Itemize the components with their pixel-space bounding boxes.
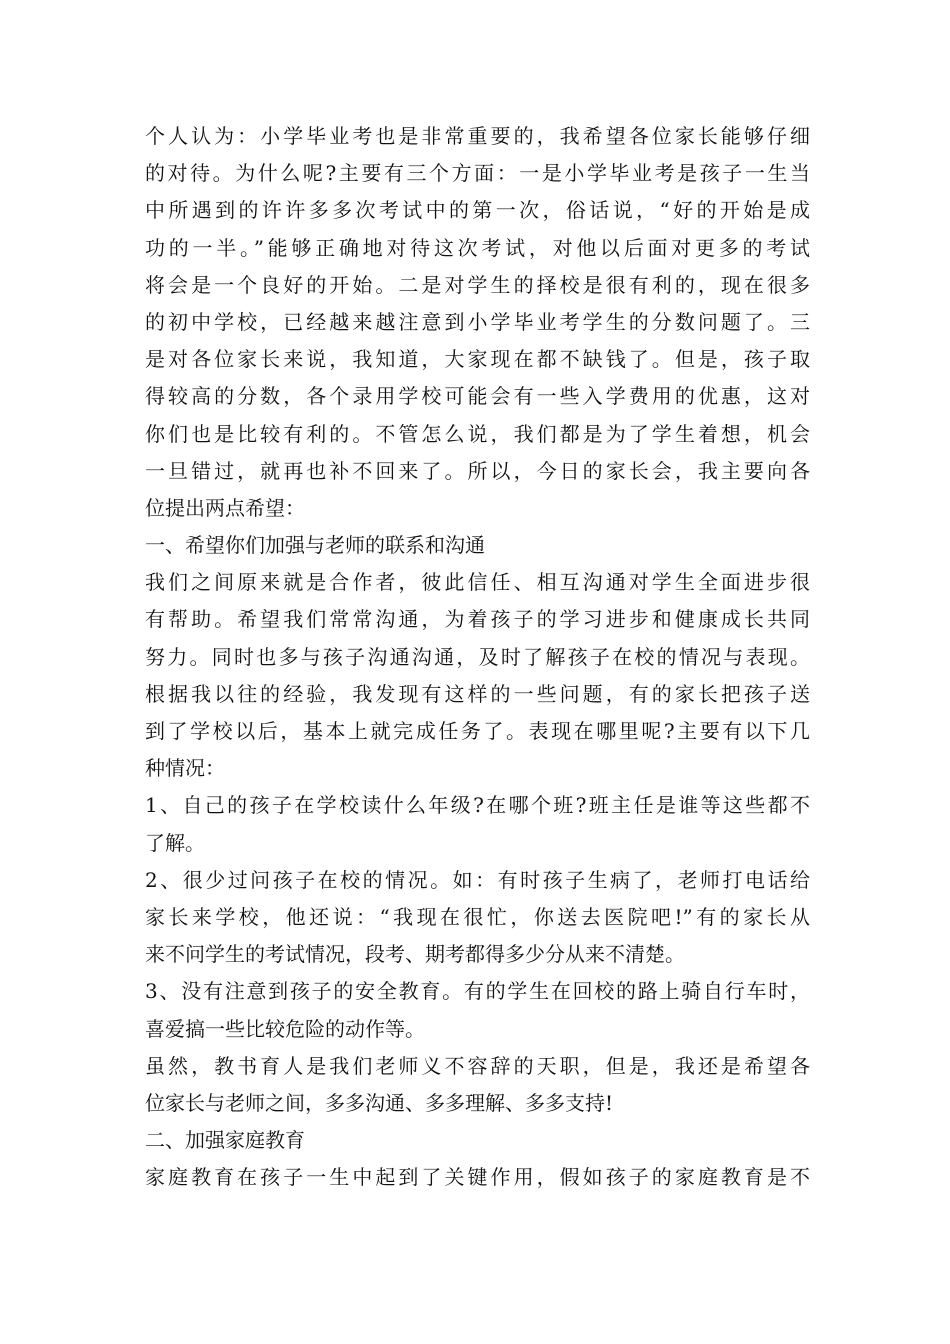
text-line: 3、没有注意到孩子的安全教育。有的学生在回校的路上骑自行车时， bbox=[145, 979, 810, 1004]
text-line: 有帮助。希望我们常常沟通，为着孩子的学习进步和健康成长共同 bbox=[145, 607, 810, 632]
text-line: 虽然，教书育人是我们老师义不容辞的天职，但是，我还是希望各 bbox=[145, 1053, 810, 1078]
text-line: 位提出两点希望： bbox=[145, 495, 305, 520]
text-line: 了解。 bbox=[145, 830, 205, 855]
text-line: 个人认为：小学毕业考也是非常重要的，我希望各位家长能够仔细 bbox=[145, 124, 810, 148]
document-body bbox=[145, 118, 810, 1196]
text-line: 位家长与老师之间，多多沟通、多多理解、多多支持! bbox=[145, 1090, 614, 1115]
text-line: 到了学校以后，基本上就完成任务了。表现在哪里呢?主要有以下几 bbox=[145, 719, 810, 743]
text-line: 根据我以往的经验，我发现有这样的一些问题，有的家长把孩子送 bbox=[145, 681, 810, 706]
text-line: 功的一半。”能够正确地对待这次考试，对他以后面对更多的考试 bbox=[145, 235, 810, 260]
text-line: 中所遇到的许许多多次考试中的第一次，俗话说，“好的开始是成 bbox=[145, 198, 810, 223]
text-line: 家长来学校，他还说：“我现在很忙，你送去医院吧!”有的家长从 bbox=[145, 904, 810, 929]
text-line: 来不问学生的考试情况，段考、期考都得多少分从来不清楚。 bbox=[145, 942, 685, 967]
text-line: 将会是一个良好的开始。二是对学生的择校是很有利的，现在很多 bbox=[145, 272, 810, 297]
text-line: 二、加强家庭教育 bbox=[145, 1128, 305, 1153]
text-line: 喜爱搞一些比较危险的动作等。 bbox=[145, 1016, 425, 1041]
text-line: 你们也是比较有利的。不管怎么说，我们都是为了学生着想，机会 bbox=[145, 421, 810, 446]
text-line: 的对待。为什么呢?主要有三个方面：一是小学毕业考是孩子一生当 bbox=[145, 161, 810, 186]
text-line: 努力。同时也多与孩子沟通沟通，及时了解孩子在校的情况与表现。 bbox=[145, 644, 810, 669]
text-line: 我们之间原来就是合作者，彼此信任、相互沟通对学生全面进步很 bbox=[145, 570, 810, 595]
text-line: 种情况： bbox=[145, 756, 225, 781]
text-line: 得较高的分数，各个录用学校可能会有一些入学费用的优惠，这对 bbox=[145, 384, 810, 409]
text-line: 2、很少过问孩子在校的情况。如：有时孩子生病了，老师打电话给 bbox=[145, 867, 810, 892]
text-line: 家庭教育在孩子一生中起到了关键作用，假如孩子的家庭教育是不 bbox=[145, 1165, 810, 1190]
text-line: 是对各位家长来说，我知道，大家现在都不缺钱了。但是，孩子取 bbox=[145, 347, 810, 372]
text-line: 的初中学校，已经越来越注意到小学毕业考学生的分数问题了。三 bbox=[145, 309, 810, 334]
text-line: 1、自己的孩子在学校读什么年级?在哪个班?班主任是谁等这些都不 bbox=[145, 793, 810, 818]
text-line: 一旦错过，就再也补不回来了。所以，今日的家长会，我主要向各 bbox=[145, 458, 810, 483]
text-line: 一、希望你们加强与老师的联系和沟通 bbox=[145, 533, 485, 558]
